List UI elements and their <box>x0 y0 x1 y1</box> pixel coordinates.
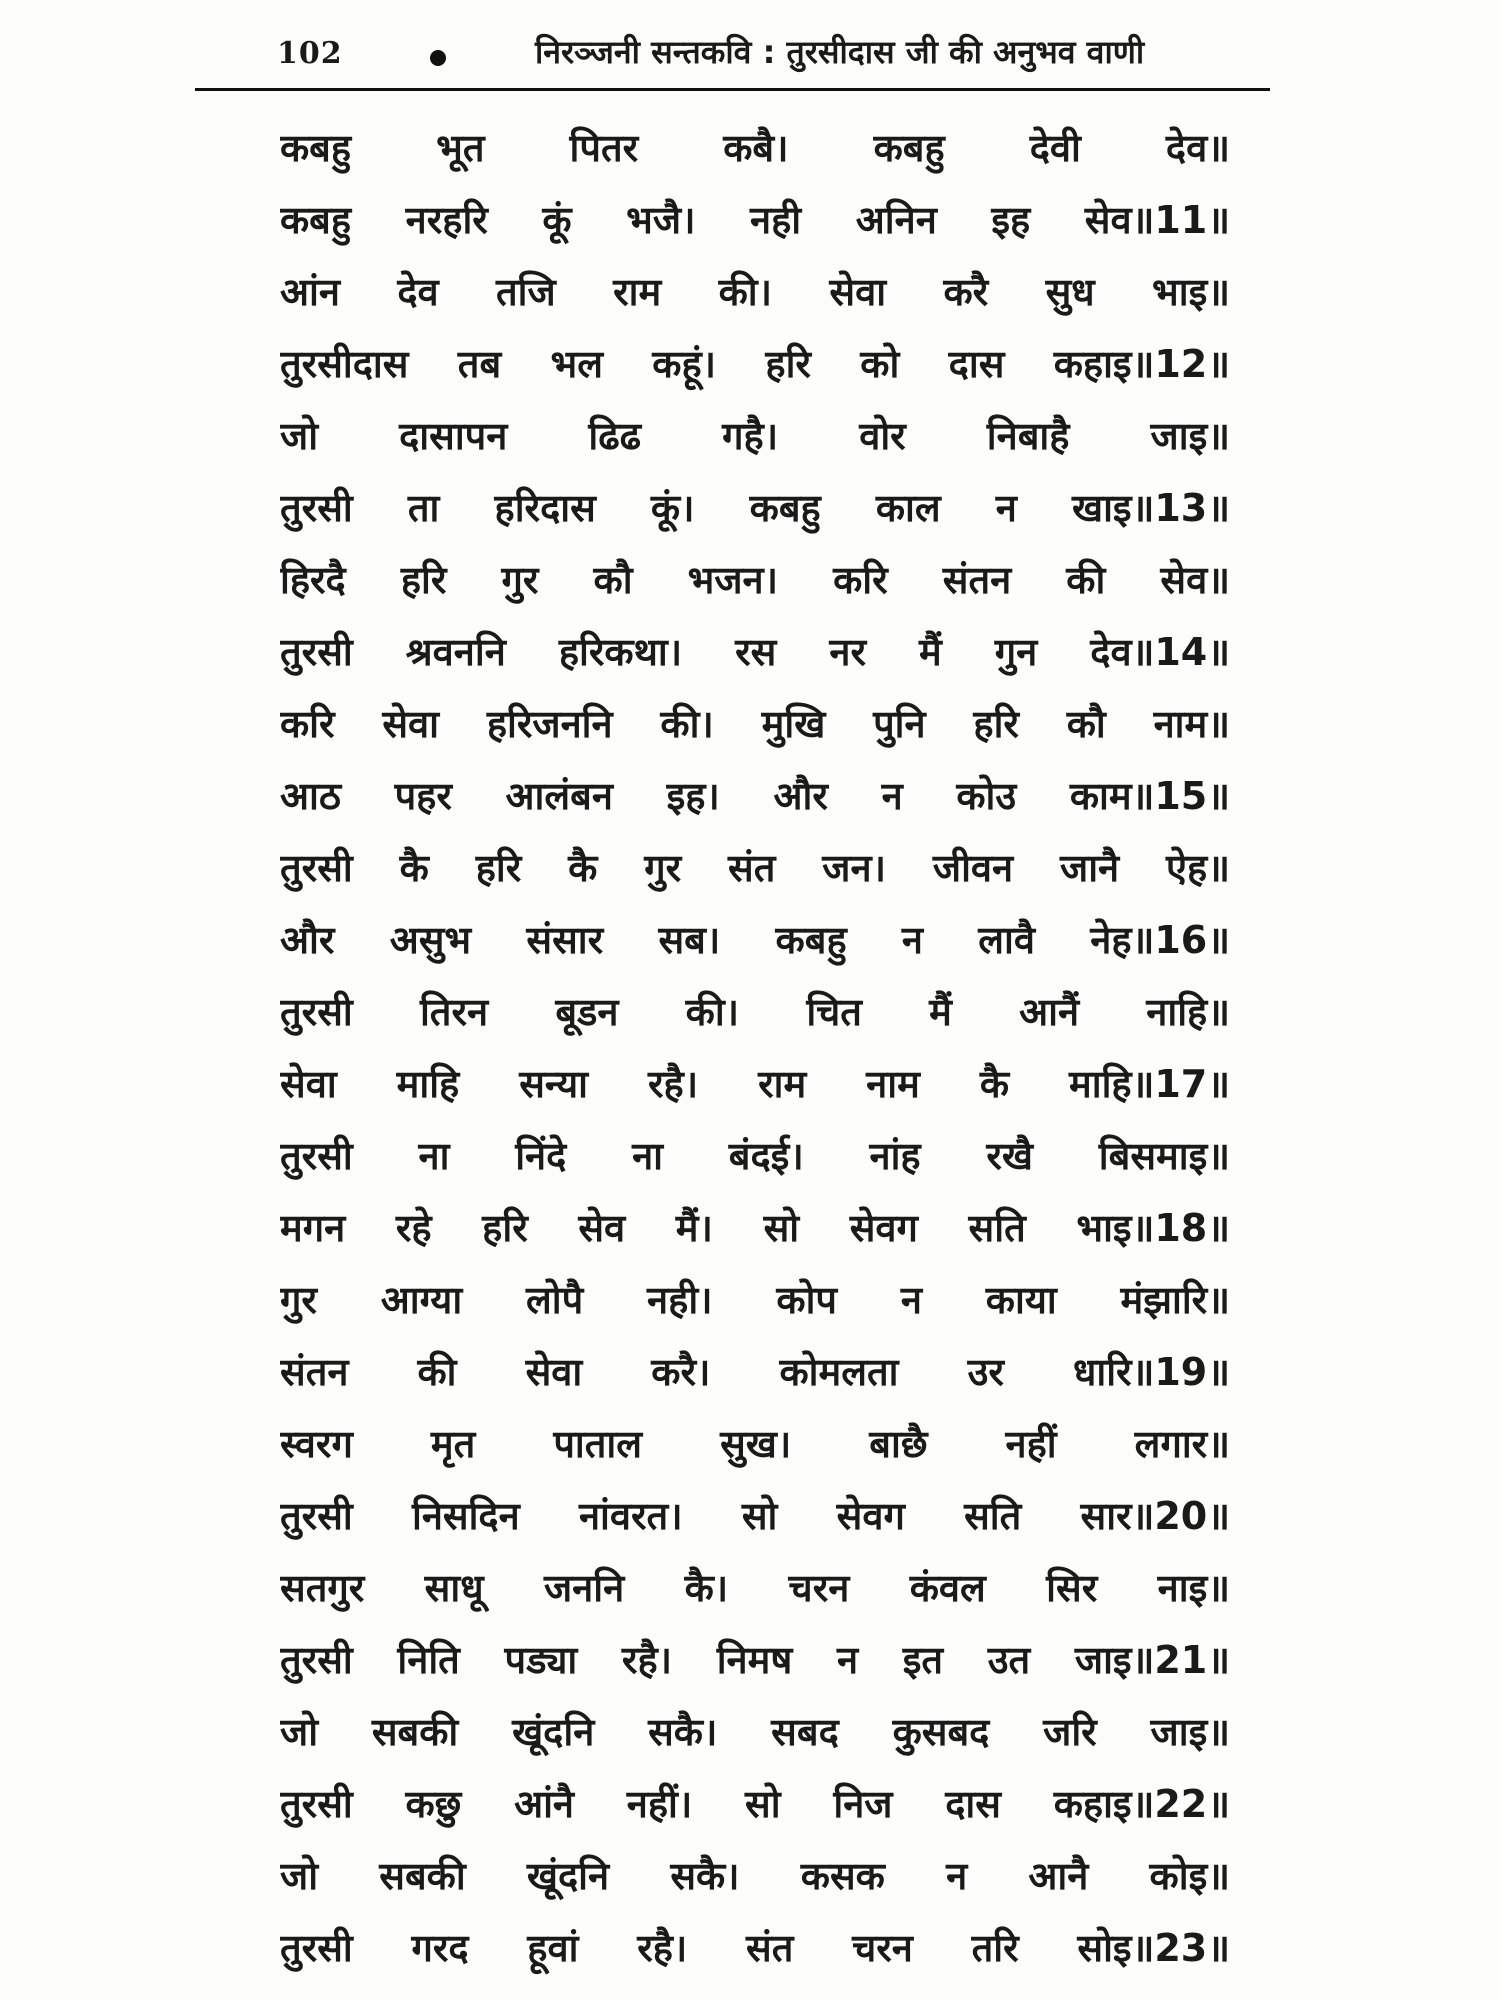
verse-line: तुरसी निति पड्या रहै। निमष न इत उत जाइ॥21॥ <box>280 1638 1230 1682</box>
verse-line: तुरसी ना निंदे ना बंदई। नांह रखै बिसमाइ॥ <box>280 1134 1230 1178</box>
page-header <box>195 30 1270 88</box>
verse-line: आंन देव तजि राम की। सेवा करै सुध भाइ॥ <box>280 270 1230 314</box>
verse-line: सेवा माहि सन्या रहै। राम नाम कै माहि॥17॥ <box>280 1062 1230 1106</box>
page-number: 102 <box>277 36 343 71</box>
header-rule <box>195 88 1270 91</box>
verse-line: करि सेवा हरिजननि की। मुखि पुनि हरि कौ नाम॥ <box>280 702 1230 746</box>
verse-line: और असुभ संसार सब। कबहु न लावै नेह॥16॥ <box>280 918 1230 962</box>
running-title: निरञ्जनी सन्तकवि : तुरसीदास जी की अनुभव वाणी <box>535 33 1145 71</box>
verse-line: संतन की सेवा करै। कोमलता उर धारि॥19॥ <box>280 1350 1230 1394</box>
verse-line: कबहु नरहरि कूं भजै। नही अनिन इह सेव॥11॥ <box>280 198 1230 242</box>
verse-line: जो सबकी खूंदनि सकै। सबद कुसबद जरि जाइ॥ <box>280 1710 1230 1754</box>
verse-line: स्वरग मृत पाताल सुख। बाछै नहीं लगार॥ <box>280 1422 1230 1466</box>
verse-line: मगन रहे हरि सेव मैं। सो सेवग सति भाइ॥18॥ <box>280 1206 1230 1250</box>
verse-line: तुरसी तिरन बूडन की। चित मैं आनैं नाहि॥ <box>280 990 1230 1034</box>
verse-line: तुरसी श्रवननि हरिकथा। रस नर मैं गुन देव॥14॥ <box>280 630 1230 674</box>
verse-line: तुरसी कछु आंनै नहीं। सो निज दास कहाइ॥22॥ <box>280 1782 1230 1826</box>
verse-line: तुरसीदास तब भल कहूं। हरि को दास कहाइ॥12॥ <box>280 342 1230 386</box>
verse-line: गुर आग्या लोपै नही। कोप न काया मंझारि॥ <box>280 1278 1230 1322</box>
verse-line: कबहु भूत पितर कबै। कबहु देवी देव॥ <box>280 126 1230 170</box>
verse-line: सतगुर साधू जननि कै। चरन कंवल सिर नाइ॥ <box>280 1566 1230 1610</box>
verse-line: तुरसी निसदिन नांवरत। सो सेवग सति सार॥20॥ <box>280 1494 1230 1538</box>
verse-line: जो सबकी खूंदनि सकै। कसक न आनै कोइ॥ <box>280 1854 1230 1898</box>
verse-line: आठ पहर आलंबन इह। और न कोउ काम॥15॥ <box>280 774 1230 818</box>
verse-line: तुरसी गरद हूवां रहै। संत चरन तरि सोइ॥23॥ <box>280 1926 1230 1970</box>
bullet-dot-icon <box>430 50 446 66</box>
verse-line: तुरसी कै हरि कै गुर संत जन। जीवन जानै ऐह॥ <box>280 846 1230 890</box>
verse-line: तुरसी ता हरिदास कूं। कबहु काल न खाइ॥13॥ <box>280 486 1230 530</box>
verse-line: जो दासापन ढिढ गहै। वोर निबाहै जाइ॥ <box>280 414 1230 458</box>
verse-line: हिरदै हरि गुर कौ भजन। करि संतन की सेव॥ <box>280 558 1230 602</box>
verse-list <box>280 112 1230 1984</box>
